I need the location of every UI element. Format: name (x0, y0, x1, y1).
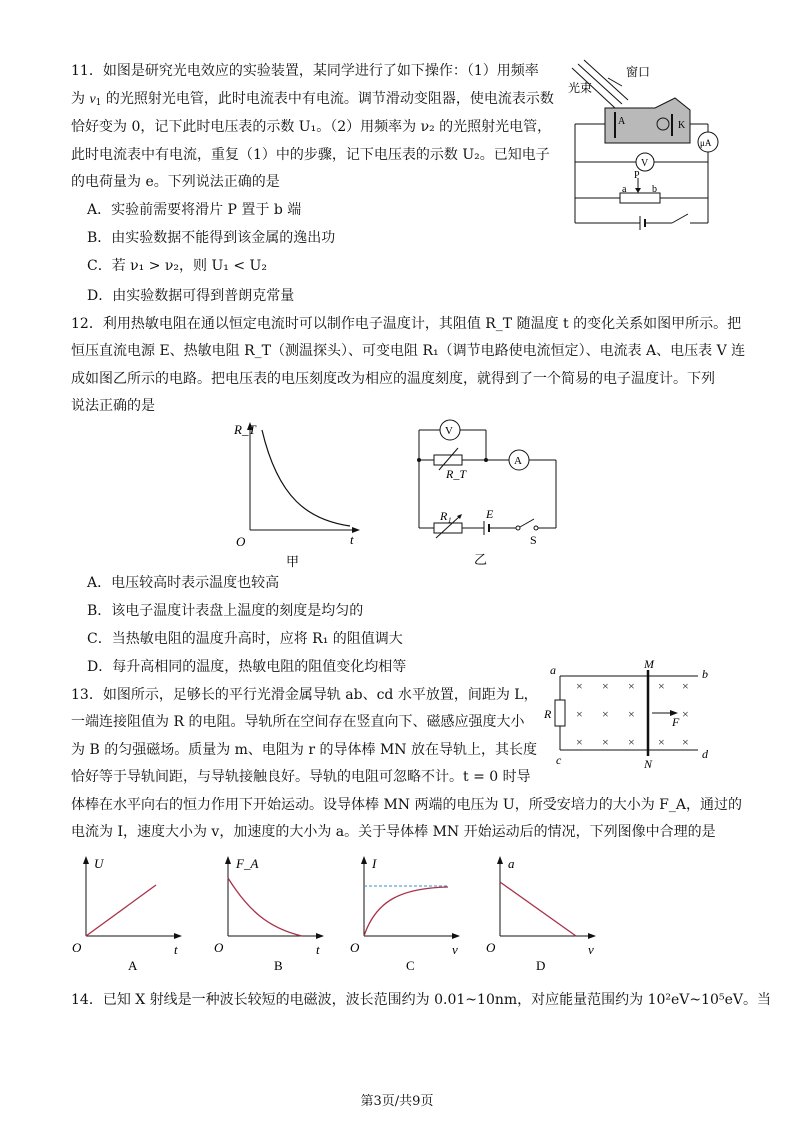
jia-ylabel: R_T (234, 422, 256, 437)
graph-b-ylabel: F_A (236, 856, 259, 871)
svg-text:×: × (602, 735, 609, 749)
graph-d-origin: O (486, 940, 496, 955)
label-microammeter: μA (700, 138, 712, 148)
q13-line3: 为 B 的匀强磁场。质量为 m、电阻为 r 的导体棒 MN 放在导轨上，其长度 (71, 742, 537, 758)
jia-caption: 甲 (286, 554, 300, 569)
svg-text:×: × (576, 679, 583, 693)
q11-line3: 恰好变为 0，记下此时电压表的示数 U₁。（2）用频率为 ν₂ 的光照射光电管， (71, 119, 552, 135)
graph-d-ylabel: a (508, 856, 515, 871)
graph-d-letter: D (536, 958, 546, 973)
page-footer: 第3页/共9页 (360, 1094, 434, 1109)
rail-label-n: N (644, 757, 653, 771)
svg-text:×: × (602, 679, 609, 693)
yi-ammeter-label: A (514, 455, 522, 467)
rail-label-a: a (550, 663, 556, 677)
graph-a-ylabel: U (94, 856, 104, 871)
svg-text:×: × (658, 679, 665, 693)
q13-line4: 恰好等于导轨间距，与导轨接触良好。导轨的电阻可忽略不计。t = 0 时导 (71, 769, 531, 785)
q11-option-d[interactable]: D．由实验数据可得到普朗克常量 (87, 288, 295, 304)
jia-origin: O (236, 534, 246, 549)
q12-circuit-yi (414, 418, 564, 568)
svg-text:×: × (602, 707, 609, 721)
q11-line1: 11．如图是研究光电效应的实验装置，某同学进行了如下操作：（1）用频率 (71, 63, 539, 79)
label-anode: A (618, 116, 626, 127)
q12-line1: 12．利用热敏电阻在通以恒定电流时可以制作电子温度计，其阻值 R_T 随温度 t 的变化关系如图甲所示。把 (71, 316, 742, 332)
q12-graph-jia (228, 418, 368, 568)
yi-caption: 乙 (474, 552, 488, 567)
label-light-beam: 光束 (568, 81, 593, 95)
svg-text:×: × (628, 707, 635, 721)
q13-graph-b[interactable] (212, 852, 337, 977)
svg-text:×: × (682, 735, 689, 749)
label-rheostat-b: b (652, 184, 657, 195)
jia-xlabel: t (350, 532, 354, 547)
label-slider-p: P (634, 170, 640, 181)
graph-d-xlabel: v (588, 942, 594, 957)
svg-text:×: × (576, 735, 583, 749)
q13-line5: 体棒在水平向右的恒力作用下开始运动。设导体棒 MN 两端的电压为 U，所受安培力的大小为 F_A，通过的 (71, 797, 743, 813)
q12-option-d[interactable]: D．每升高相同的温度，热敏电阻的阻值变化均相等 (87, 659, 407, 675)
q11-line5: 的电荷量为 e。下列说法正确的是 (71, 174, 280, 190)
svg-text:×: × (628, 735, 635, 749)
q11-line2: 为 $\nu_1$ 的光照射光电管，此时电流表中有电流。调节滑动变阻器，使电流表示数 (71, 91, 554, 108)
rail-label-b: b (702, 667, 708, 681)
label-window: 窗口 (626, 65, 651, 79)
label-voltmeter: V (641, 158, 649, 169)
q12-option-c[interactable]: C．当热敏电阻的温度升高时，应将 R₁ 的阻值调大 (87, 631, 403, 647)
q11-option-b[interactable]: B．由实验数据不能得到该金属的逸出功 (87, 230, 336, 246)
yi-e-label: E (486, 507, 494, 521)
graph-c-letter: C (406, 958, 415, 973)
svg-text:×: × (628, 679, 635, 693)
rail-label-d: d (702, 747, 708, 761)
yi-s-label: S (530, 533, 537, 547)
q13-line2: 一端连接阻值为 R 的电阻。导轨所在空间存在竖直向下、磁感应强度大小 (71, 714, 525, 730)
rail-label-c: c (556, 753, 562, 767)
rail-label-r: R (544, 707, 552, 721)
yi-voltmeter-label: V (445, 425, 453, 437)
graph-c-xlabel: v (452, 942, 458, 957)
graph-a-letter: A (128, 958, 138, 973)
q13-graph-a[interactable] (70, 852, 195, 977)
q12-line2: 恒压直流电源 E、热敏电阻 R_T（测温探头）、可变电阻 R₁（调节电路使电流恒定）、电流表 A、电压表 V 连 (71, 343, 746, 359)
q13-line6: 电流为 I，速度大小为 v，加速度的大小为 a。关于导体棒 MN 开始运动后的情况，下列图像中合理的是 (71, 824, 716, 840)
q11-option-a[interactable]: A．实验前需要将滑片 P 置于 b 端 (87, 202, 302, 218)
svg-text:×: × (576, 707, 583, 721)
label-cathode: K (678, 120, 686, 131)
q14-line1: 14．已知 X 射线是一种波长较短的电磁波，波长范围约为 0.01~10nm，对应能量范围约为 10²eV~10⁵eV。当 (71, 992, 771, 1008)
label-rheostat-a: a (622, 184, 627, 195)
yi-r1-label: R₁ (440, 509, 452, 523)
rail-label-f: F (672, 715, 680, 729)
q11-photoelectric-diagram (560, 58, 730, 228)
q13-line1: 13．如图所示，足够长的平行光滑金属导轨 ab、cd 水平放置，间距为 L， (71, 687, 538, 703)
svg-text:×: × (658, 735, 665, 749)
graph-b-letter: B (274, 958, 283, 973)
q13-graph-d[interactable] (484, 852, 609, 977)
q13-rail-diagram (544, 657, 718, 771)
q13-graph-c[interactable] (348, 852, 473, 977)
q11-line4: 此时电流表中有电流，重复（1）中的步骤，记下电压表的示数 U₂。已知电子 (71, 147, 550, 163)
q12-line4: 说法正确的是 (71, 398, 155, 414)
q11-option-c[interactable]: C．若 ν₁ > ν₂，则 U₁ < U₂ (87, 258, 267, 274)
yi-rt-label: R_T (446, 467, 467, 481)
graph-a-xlabel: t (174, 942, 178, 957)
graph-b-xlabel: t (316, 942, 320, 957)
svg-text:×: × (682, 707, 689, 721)
q12-line3: 成如图乙所示的电路。把电压表的电压刻度改为相应的温度刻度，就得到了一个简易的电子温度计。下列 (71, 371, 715, 387)
graph-a-origin: O (72, 940, 82, 955)
svg-text:×: × (682, 679, 689, 693)
rail-label-m: M (644, 657, 654, 671)
q12-option-a[interactable]: A．电压较高时表示温度也较高 (87, 575, 280, 591)
graph-b-origin: O (214, 940, 224, 955)
q12-option-b[interactable]: B．该电子温度计表盘上温度的刻度是均匀的 (87, 603, 364, 619)
graph-c-origin: O (350, 940, 360, 955)
graph-c-ylabel: I (372, 856, 377, 871)
